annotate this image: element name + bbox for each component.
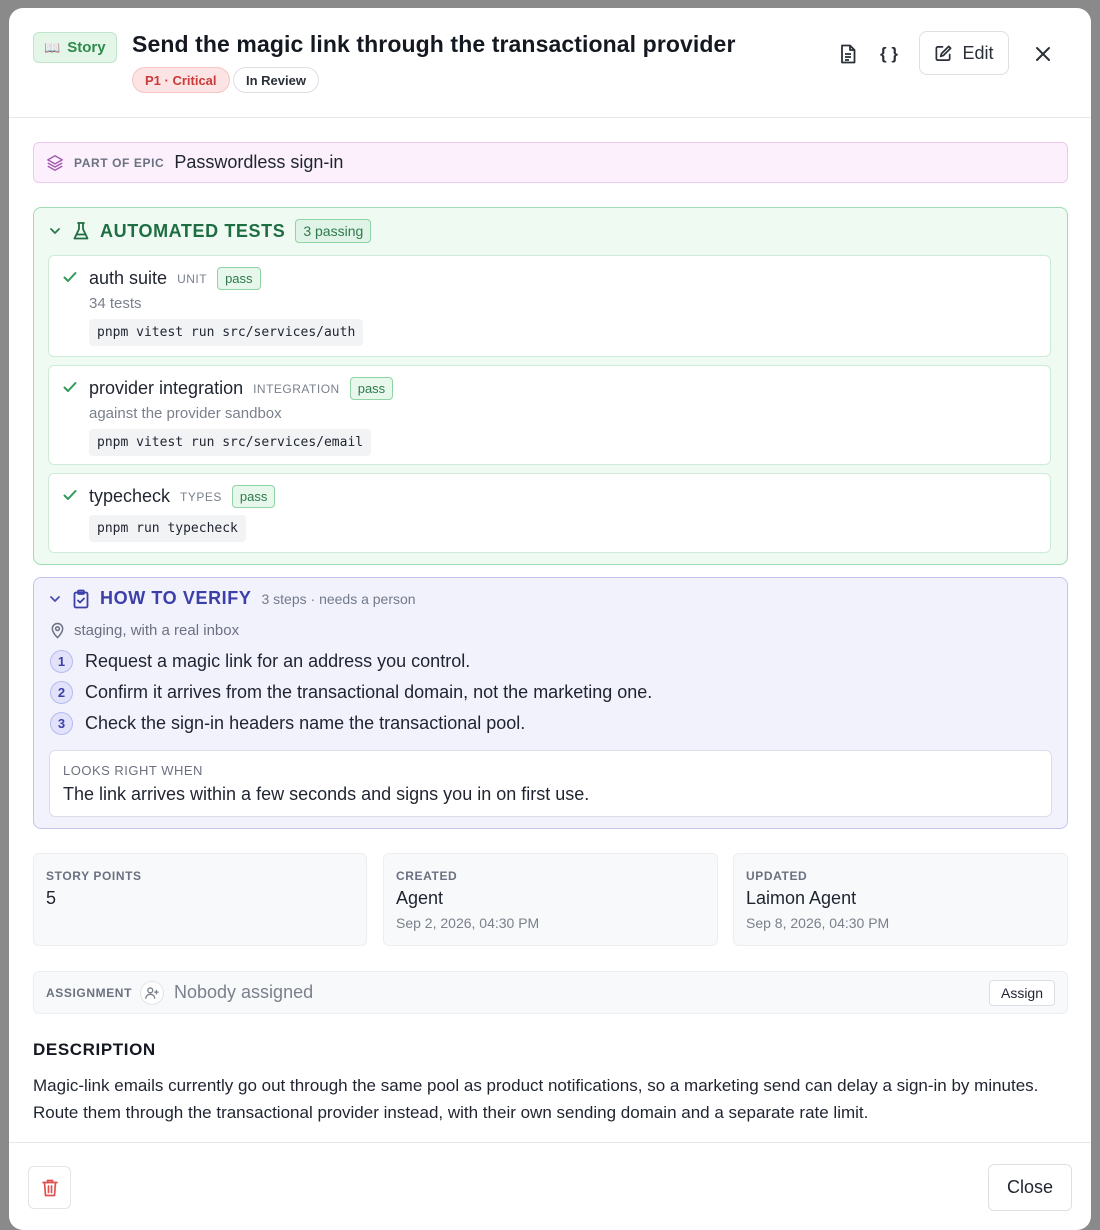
story-type-label: Story [67,39,106,56]
tests-section-header[interactable] [48,219,371,243]
document-icon[interactable] [836,42,860,66]
check-icon [62,379,78,395]
step-number: 2 [50,681,73,704]
check-icon [62,269,78,285]
test-card [48,365,1051,465]
updated-by: Laimon Agent [746,888,857,908]
description-text: Magic-link emails currently go out through the same pool as product notifications, so a marketing send can delay a sign-in by minutes. Route them through the transactional provider instead, with their own sending domain and a separate rate limit. [33,1076,1039,1122]
test-kind: INTEGRATION [253,381,340,396]
test-command: pnpm vitest run src/services/auth [89,319,363,346]
story-points-label: STORY POINTS [46,869,142,883]
verify-section-header[interactable] [48,588,416,609]
epic-label: PART OF EPIC [74,155,165,170]
looks-right-value: The link arrives within a few seconds and signs you in on first use. [63,784,590,804]
verify-step [50,650,470,673]
check-icon [62,487,78,503]
updated-at: Sep 8, 2026, 04:30 PM [746,915,890,931]
test-detail: 34 tests [89,295,142,312]
test-result-badge: pass [232,485,275,508]
looks-right-when-box [49,750,1052,817]
verify-step [50,681,652,704]
verify-meta: 3 steps · needs a person [261,590,416,607]
raw-json-button[interactable]: { } [880,44,898,63]
assignment-row [33,971,1068,1014]
trash-icon [41,1178,59,1198]
story-type-badge [33,32,117,63]
story-detail-modal [9,8,1091,1230]
epic-link[interactable] [33,142,1068,183]
story-title: Send the magic link through the transactional provider [132,31,736,57]
test-kind: UNIT [177,271,208,286]
modal-footer [9,1142,1091,1230]
story-points-value: 5 [46,888,57,908]
assignment-label: ASSIGNMENT [46,986,133,1000]
test-card [48,255,1051,357]
flask-icon [72,221,90,241]
tests-count-badge: 3 passing [295,219,371,243]
story-points-card [33,853,367,946]
edit-button[interactable] [919,31,1009,75]
assignee-value: Nobody assigned [174,982,314,1002]
test-name: typecheck [89,486,171,506]
close-button[interactable]: Close [988,1164,1072,1211]
step-number: 1 [50,650,73,673]
created-by: Agent [396,888,444,908]
clipboard-check-icon [72,589,90,609]
tests-title: AUTOMATED TESTS [100,220,286,241]
verify-step [50,712,525,735]
step-number: 3 [50,712,73,735]
test-kind: TYPES [180,489,222,504]
test-name: auth suite [89,268,168,288]
created-card [383,853,718,946]
edit-icon [934,44,953,63]
epic-name: Passwordless sign-in [174,152,344,172]
chevron-down-icon[interactable] [48,224,62,238]
step-text: Request a magic link for an address you control. [85,651,471,671]
verify-environment [50,622,239,639]
test-result-badge: pass [217,267,260,290]
user-plus-icon [140,981,164,1005]
looks-right-label: LOOKS RIGHT WHEN [63,763,203,778]
priority-badge: P1 · Critical [132,67,230,93]
status-badge: In Review [233,67,319,93]
test-detail: against the provider sandbox [89,405,282,422]
how-to-verify-section [33,577,1068,829]
modal-header [9,8,1091,118]
location-pin-icon [50,622,65,639]
automated-tests-section [33,207,1068,565]
updated-card [733,853,1068,946]
description-heading: DESCRIPTION [33,1040,156,1059]
created-label: CREATED [396,869,458,883]
test-card [48,473,1051,553]
updated-label: UPDATED [746,869,808,883]
step-text: Check the sign-in headers name the transactional pool. [85,713,526,733]
close-icon[interactable] [1031,42,1055,66]
layers-icon [46,154,64,172]
environment-text: staging, with a real inbox [74,622,240,639]
book-icon: 📖 [44,39,61,55]
assign-button[interactable]: Assign [989,980,1055,1006]
test-result-badge: pass [350,377,393,400]
test-command: pnpm run typecheck [89,515,246,542]
step-text: Confirm it arrives from the transactional domain, not the marketing one. [85,682,653,702]
verify-title: HOW TO VERIFY [100,588,252,608]
created-at: Sep 2, 2026, 04:30 PM [396,915,540,931]
test-command: pnpm vitest run src/services/email [89,429,371,456]
chevron-down-icon[interactable] [48,592,62,606]
delete-button[interactable] [28,1166,71,1209]
test-name: provider integration [89,378,244,398]
edit-label: Edit [962,42,994,63]
